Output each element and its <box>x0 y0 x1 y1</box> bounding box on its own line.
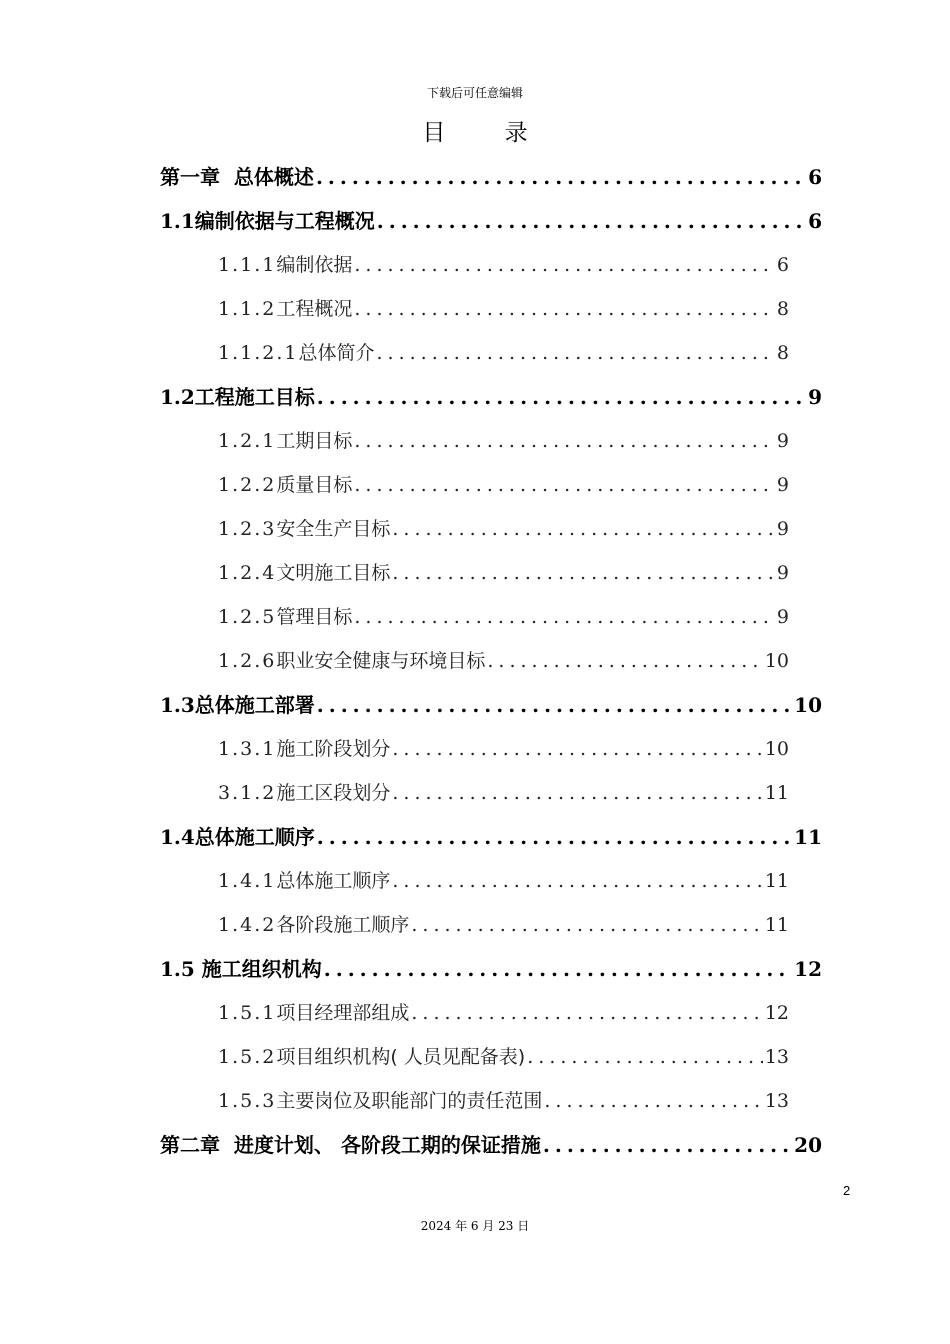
toc-dot-leader <box>392 518 775 540</box>
toc-entry[interactable] <box>0 329 950 373</box>
toc-entry-number: 1.4.2 <box>218 913 277 936</box>
toc-entry-line <box>218 1042 789 1069</box>
toc-entry-page: 11 <box>764 913 789 936</box>
toc-entry-line <box>160 953 822 982</box>
toc-dot-leader <box>392 738 762 760</box>
toc-entry-page: 9 <box>776 429 789 452</box>
toc-entry[interactable] <box>0 285 950 329</box>
table-of-contents <box>0 153 950 1165</box>
toc-entry-text: 总体施工顺序 <box>276 869 391 892</box>
toc-entry-page: 9 <box>776 473 789 496</box>
toc-entry[interactable] <box>0 549 950 593</box>
toc-dot-leader <box>354 298 775 320</box>
toc-entry-number: 1.5 <box>160 956 202 981</box>
toc-dot-leader <box>527 1046 763 1068</box>
toc-entry[interactable] <box>0 153 950 197</box>
toc-entry-line <box>160 161 822 190</box>
toc-dot-leader <box>316 165 806 189</box>
toc-entry-number: 1.2.2 <box>218 473 277 496</box>
toc-entry-line <box>160 821 822 850</box>
toc-entry-page: 11 <box>794 824 822 849</box>
toc-entry-line <box>218 866 789 893</box>
toc-entry-text: 主要岗位及职能部门的责任范围 <box>276 1089 543 1112</box>
toc-entry-line <box>218 998 789 1025</box>
toc-dot-leader <box>377 209 806 233</box>
toc-entry-number: 1.2.4 <box>218 561 277 584</box>
toc-entry-text: 第一章 总体概述 <box>160 164 314 189</box>
toc-entry-text: 施工区段划分 <box>276 781 391 804</box>
toc-entry[interactable] <box>0 813 950 857</box>
toc-entry[interactable] <box>0 1077 950 1121</box>
toc-entry-page: 11 <box>764 781 789 804</box>
toc-entry-page: 12 <box>764 1001 789 1024</box>
toc-dot-leader <box>317 693 792 717</box>
toc-entry-page: 9 <box>776 517 789 540</box>
toc-entry-page: 10 <box>764 649 789 672</box>
toc-dot-leader <box>354 474 775 496</box>
toc-entry-line <box>218 602 789 629</box>
toc-entry-page: 8 <box>776 341 789 364</box>
toc-dot-leader <box>354 430 775 452</box>
toc-entry[interactable] <box>0 681 950 725</box>
toc-entry-line <box>218 294 789 321</box>
toc-entry-number: 1.4 <box>160 824 195 849</box>
toc-entry[interactable] <box>0 637 950 681</box>
toc-entry-number: 1.1.2 <box>218 297 277 320</box>
toc-entry-text: 质量目标 <box>276 473 353 496</box>
toc-entry[interactable] <box>0 505 950 549</box>
toc-entry-page: 10 <box>764 737 789 760</box>
toc-dot-leader <box>392 870 762 892</box>
toc-entry[interactable] <box>0 857 950 901</box>
toc-entry-number: 1.1 <box>160 208 195 233</box>
toc-entry-page: 8 <box>776 297 789 320</box>
toc-entry-text: 文明施工目标 <box>276 561 391 584</box>
toc-entry-number: 1.5.2 <box>218 1045 277 1068</box>
toc-entry-line <box>218 426 789 453</box>
toc-entry-number: 1.5.1 <box>218 1001 277 1024</box>
toc-entry-page: 10 <box>794 692 822 717</box>
toc-entry-line <box>218 250 789 277</box>
toc-dot-leader <box>487 650 762 672</box>
toc-entry[interactable] <box>0 461 950 505</box>
toc-entry-page: 6 <box>776 253 789 276</box>
toc-entry-text: 项目经理部组成 <box>276 1001 410 1024</box>
toc-entry-page: 6 <box>808 208 822 233</box>
toc-dot-leader <box>411 1002 762 1024</box>
toc-entry-text: 总体施工部署 <box>194 692 315 717</box>
toc-entry-number: 1.3.1 <box>218 737 277 760</box>
toc-entry-line <box>218 558 789 585</box>
toc-entry-number: 1.1.1 <box>218 253 277 276</box>
toc-entry-page: 13 <box>764 1045 789 1068</box>
toc-entry-number: 1.2.1 <box>218 429 277 452</box>
toc-entry-line <box>160 689 822 718</box>
toc-dot-leader <box>392 782 762 804</box>
toc-title: 目 录 <box>422 120 554 146</box>
toc-entry-line <box>160 205 822 234</box>
toc-entry[interactable] <box>0 989 950 1033</box>
toc-entry-line <box>218 470 789 497</box>
toc-dot-leader <box>317 385 806 409</box>
toc-entry-number: 1.1.2.1 <box>218 341 299 364</box>
toc-dot-leader <box>377 342 775 364</box>
toc-dot-leader <box>544 1090 762 1112</box>
toc-entry-page: 9 <box>776 605 789 628</box>
toc-entry-text: 工程概况 <box>276 297 353 320</box>
toc-entry-text: 项目组织机构( 人员见配备表) <box>276 1045 526 1068</box>
toc-dot-leader <box>543 1133 792 1157</box>
toc-entry[interactable] <box>0 769 950 813</box>
toc-entry[interactable] <box>0 1033 950 1077</box>
toc-entry-line <box>160 1129 822 1158</box>
toc-entry-number: 1.2.6 <box>218 649 277 672</box>
toc-entry-number: 1.2.3 <box>218 517 277 540</box>
toc-entry-text: 各阶段施工顺序 <box>276 913 410 936</box>
toc-entry-line <box>218 646 789 673</box>
toc-entry-page: 12 <box>794 956 822 981</box>
page-number: 2 <box>843 1183 851 1198</box>
toc-entry-text: 安全生产目标 <box>276 517 391 540</box>
toc-dot-leader <box>392 562 775 584</box>
toc-entry[interactable] <box>0 197 950 241</box>
toc-entry-page: 20 <box>794 1132 822 1157</box>
toc-entry[interactable] <box>0 593 950 637</box>
toc-dot-leader <box>324 957 792 981</box>
toc-dot-leader <box>354 254 775 276</box>
toc-entry-text: 编制依据 <box>276 253 353 276</box>
toc-entry[interactable] <box>0 901 950 945</box>
toc-entry[interactable] <box>0 1121 950 1165</box>
toc-entry-text: 第二章 进度计划、 各阶段工期的保证措施 <box>160 1132 541 1157</box>
toc-entry-line <box>218 1086 789 1113</box>
toc-entry-line <box>218 734 789 761</box>
toc-entry-text: 工程施工目标 <box>194 384 315 409</box>
header-note: 下载后可任意编辑 <box>426 86 523 100</box>
toc-entry-text: 施工组织机构 <box>201 956 322 981</box>
toc-entry-page: 9 <box>776 561 789 584</box>
toc-entry[interactable] <box>0 725 950 769</box>
toc-entry-text: 职业安全健康与环境目标 <box>276 649 486 672</box>
toc-entry-text: 管理目标 <box>276 605 353 628</box>
toc-entry[interactable] <box>0 241 950 285</box>
toc-entry-text: 总体简介 <box>298 341 375 364</box>
toc-entry-text: 施工阶段划分 <box>276 737 391 760</box>
toc-entry[interactable] <box>0 373 950 417</box>
toc-entry-page: 11 <box>764 869 789 892</box>
toc-entry-text: 工期目标 <box>276 429 353 452</box>
toc-entry[interactable] <box>0 945 950 989</box>
toc-entry-line <box>218 778 789 805</box>
toc-dot-leader <box>317 825 792 849</box>
toc-entry[interactable] <box>0 417 950 461</box>
toc-entry-line <box>160 381 822 410</box>
footer-date: 2024 年 6 月 23 日 <box>420 1219 530 1233</box>
toc-entry-number: 1.5.3 <box>218 1089 277 1112</box>
toc-dot-leader <box>354 606 775 628</box>
toc-entry-text: 编制依据与工程概况 <box>194 208 375 233</box>
toc-entry-number: 1.2.5 <box>218 605 277 628</box>
toc-entry-page: 6 <box>808 164 822 189</box>
toc-entry-number: 1.4.1 <box>218 869 277 892</box>
toc-entry-page: 13 <box>764 1089 789 1112</box>
toc-entry-number: 1.2 <box>160 384 195 409</box>
toc-entry-line <box>218 338 789 365</box>
toc-entry-text: 总体施工顺序 <box>194 824 315 849</box>
toc-entry-number: 1.3 <box>160 692 195 717</box>
toc-entry-number: 3.1.2 <box>218 781 277 804</box>
toc-entry-line <box>218 910 789 937</box>
toc-dot-leader <box>411 914 762 936</box>
toc-entry-page: 9 <box>808 384 822 409</box>
toc-entry-line <box>218 514 789 541</box>
